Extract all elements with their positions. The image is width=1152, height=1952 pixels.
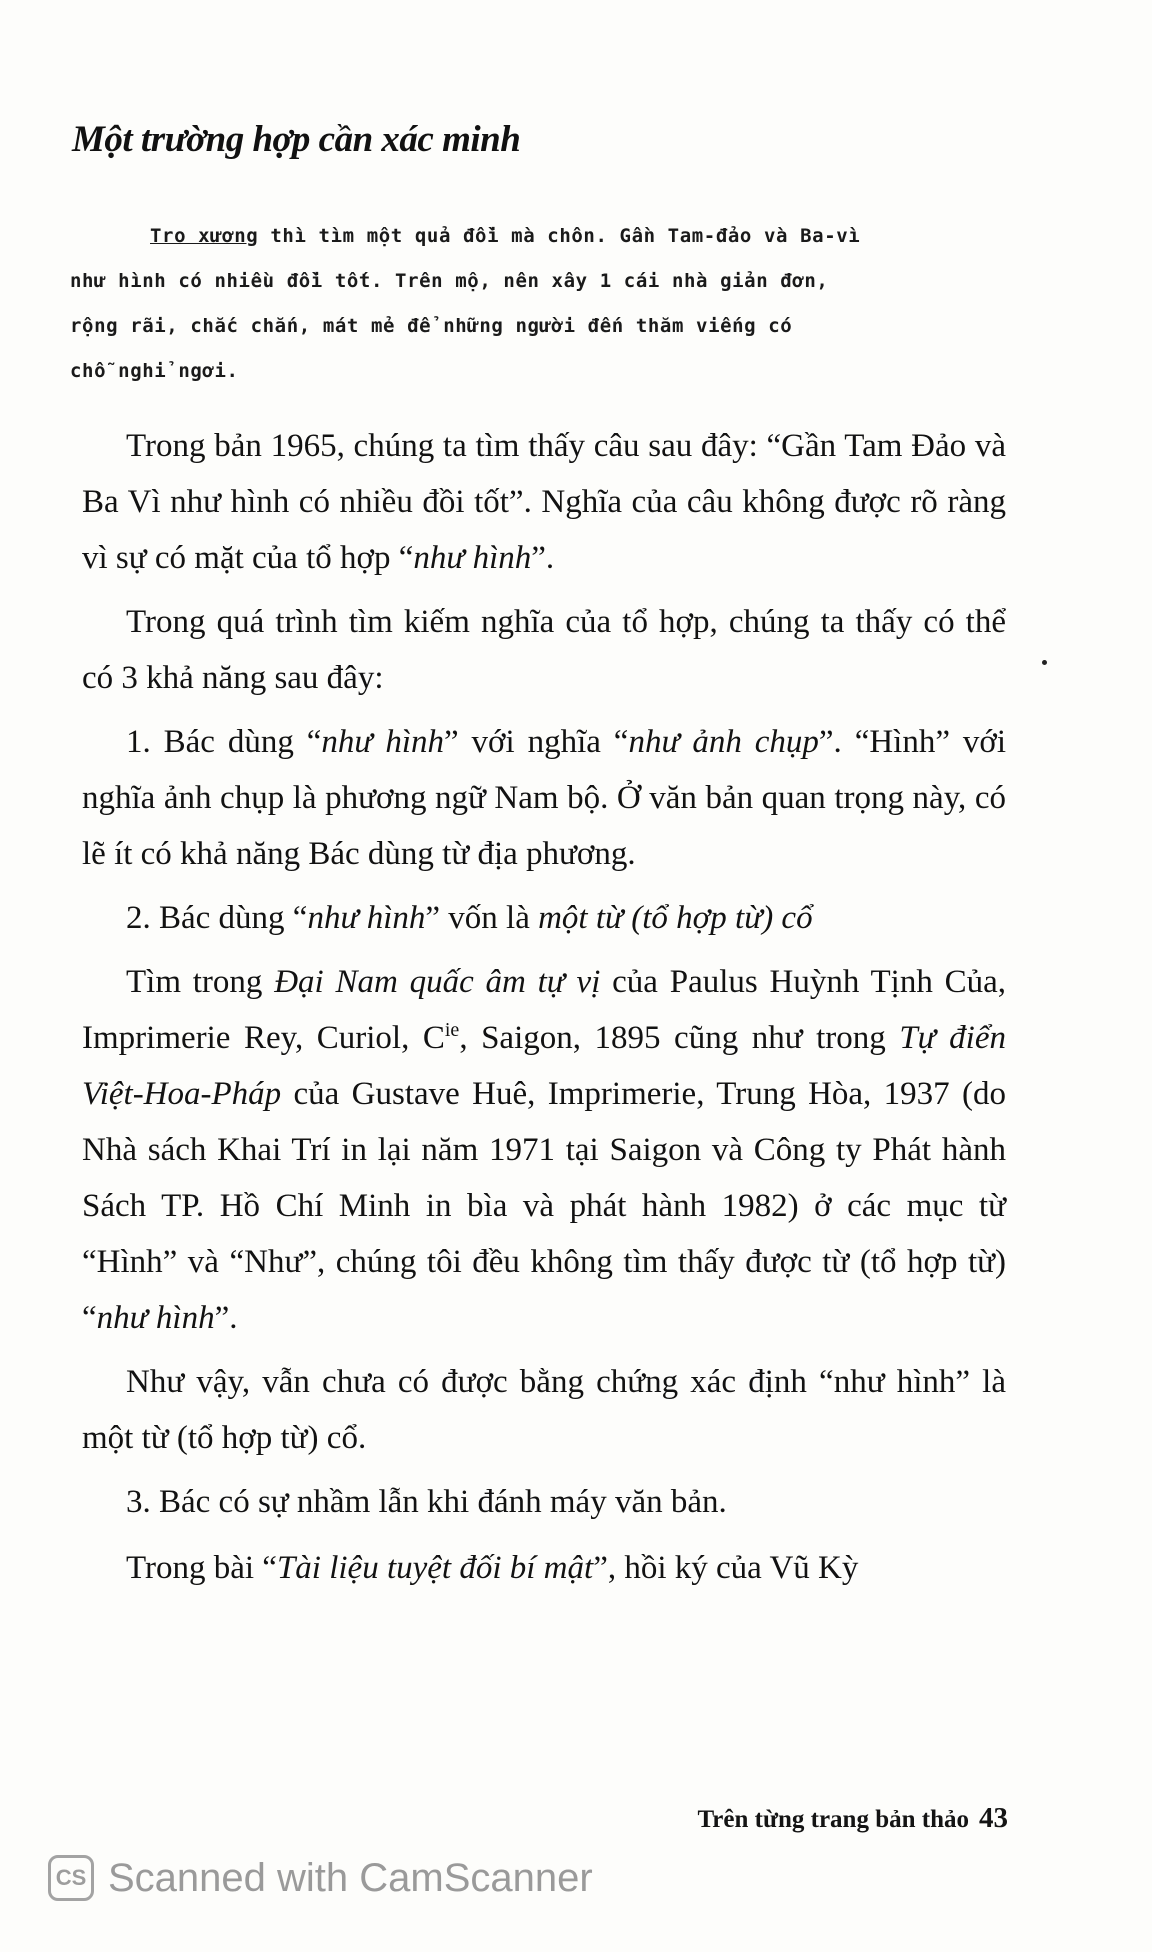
paragraph-5 (82, 954, 1006, 1346)
p5-superscript: ie (444, 1019, 460, 1041)
p8-text-a: Trong bài “ (126, 1550, 277, 1586)
page-number: 43 (979, 1802, 1008, 1834)
section-heading: Một trường hợp cần xác minh (72, 119, 521, 160)
p4-text-a: 2. Bác dùng “ (126, 900, 308, 936)
p3-text-a: 1. Bác dùng “ (126, 724, 322, 760)
typewritten-quote (70, 214, 1020, 394)
p8-italic: Tài liệu tuyệt đối bí mật (276, 1550, 594, 1586)
p5-text-c: , Saigon, 1895 cũng như trong (459, 1020, 900, 1056)
p3-italic-2: như ảnh chụp (628, 724, 819, 760)
p3-italic-1: như hình (321, 724, 444, 760)
p4-text-b: ” vốn là (425, 900, 539, 936)
p5-italic-1: Đại Nam quấc âm tự vị (274, 964, 601, 1000)
p3-text-b: ” với nghĩa “ (444, 724, 629, 760)
paragraph-2: Trong quá trình tìm kiếm nghĩa của tổ hợp, chúng ta thấy có thể có 3 khả năng sau đây: (82, 604, 1006, 696)
typed-line-1-rest: thì tìm một quả đồi mà chôn. Gần Tam-đảo và Ba-vì (258, 225, 861, 247)
typed-line-1 (70, 214, 1020, 259)
p5-italic-3: như hình (96, 1300, 215, 1336)
watermark-text: Scanned with CamScanner (108, 1855, 593, 1900)
p1-text-a: Trong bản 1965, chúng ta tìm thấy câu sau đây: “Gần Tam Đảo và Ba Vì như hình có nhiều đồi tốt”. Nghĩa của câu không được rõ ràng vì sự có mặt của tổ hợp “ (82, 428, 1006, 576)
p4-italic-2: một từ (tổ hợp từ) cổ (538, 900, 813, 936)
camscanner-logo-icon: CS (48, 1855, 94, 1901)
typed-line-4: chỗ nghỉ ngơi. (70, 360, 239, 382)
p4-italic-1: như hình (307, 900, 426, 936)
p5-text-d: của Gustave Huê, Imprimerie, Trung Hòa, 1937 (do Nhà sách Khai Trí in lại năm 1971 tại Saigon và Công ty Phát hành Sách TP. Hồ Chí Minh in bìa và phát hành 1982) ở các mục từ “Hình” và “Như”, chúng tôi đều không tìm thấy được từ (tổ hợp từ) “ (82, 1076, 1006, 1336)
paragraph-8 (82, 1540, 1006, 1596)
p1-text-b: ”. (531, 540, 555, 576)
p5-italic-2: Tự điển Việt-Hoa-Pháp (82, 1020, 1007, 1112)
paragraph-1 (82, 418, 1006, 586)
scan-speck (1042, 660, 1047, 665)
p5-text-b: của Paulus Huỳnh Tịnh Của, Imprimerie Rey, Curiol, C (82, 964, 1007, 1056)
p3-text-c: ”. “Hình” với nghĩa ảnh chụp là phương ngữ Nam bộ. Ở văn bản quan trọng này, có lẽ ít có khả năng Bác dùng từ địa phương. (82, 724, 1007, 872)
paragraph-3 (82, 714, 1006, 882)
paragraph-4 (82, 890, 1006, 946)
typed-line-3: rộng rãi, chắc chắn, mát mẻ để những người đến thăm viếng có (70, 315, 793, 337)
p8-text-b: ”, hồi ký của Vũ Kỳ (593, 1550, 859, 1586)
p5-text-e: ”. (214, 1300, 238, 1336)
camscanner-watermark (48, 1846, 593, 1910)
paragraph-7: 3. Bác có sự nhầm lẫn khi đánh máy văn bản. (126, 1484, 727, 1520)
page-footer (697, 1802, 1008, 1835)
body-text (82, 418, 1006, 1604)
p1-italic: như hình (413, 540, 532, 576)
paragraph-6: Như vậy, vẫn chưa có được bằng chứng xác định “như hình” là một từ (tổ hợp từ) cổ. (82, 1364, 1006, 1456)
running-title: Trên từng trang bản thảo (697, 1806, 969, 1833)
p5-text-a: Tìm trong (126, 964, 275, 1000)
typed-line-2: như hình có nhiều đồi tốt. Trên mộ, nên xây 1 cái nhà giản đơn, (70, 270, 829, 292)
typed-underlined-phrase: Tro xương (150, 225, 259, 247)
